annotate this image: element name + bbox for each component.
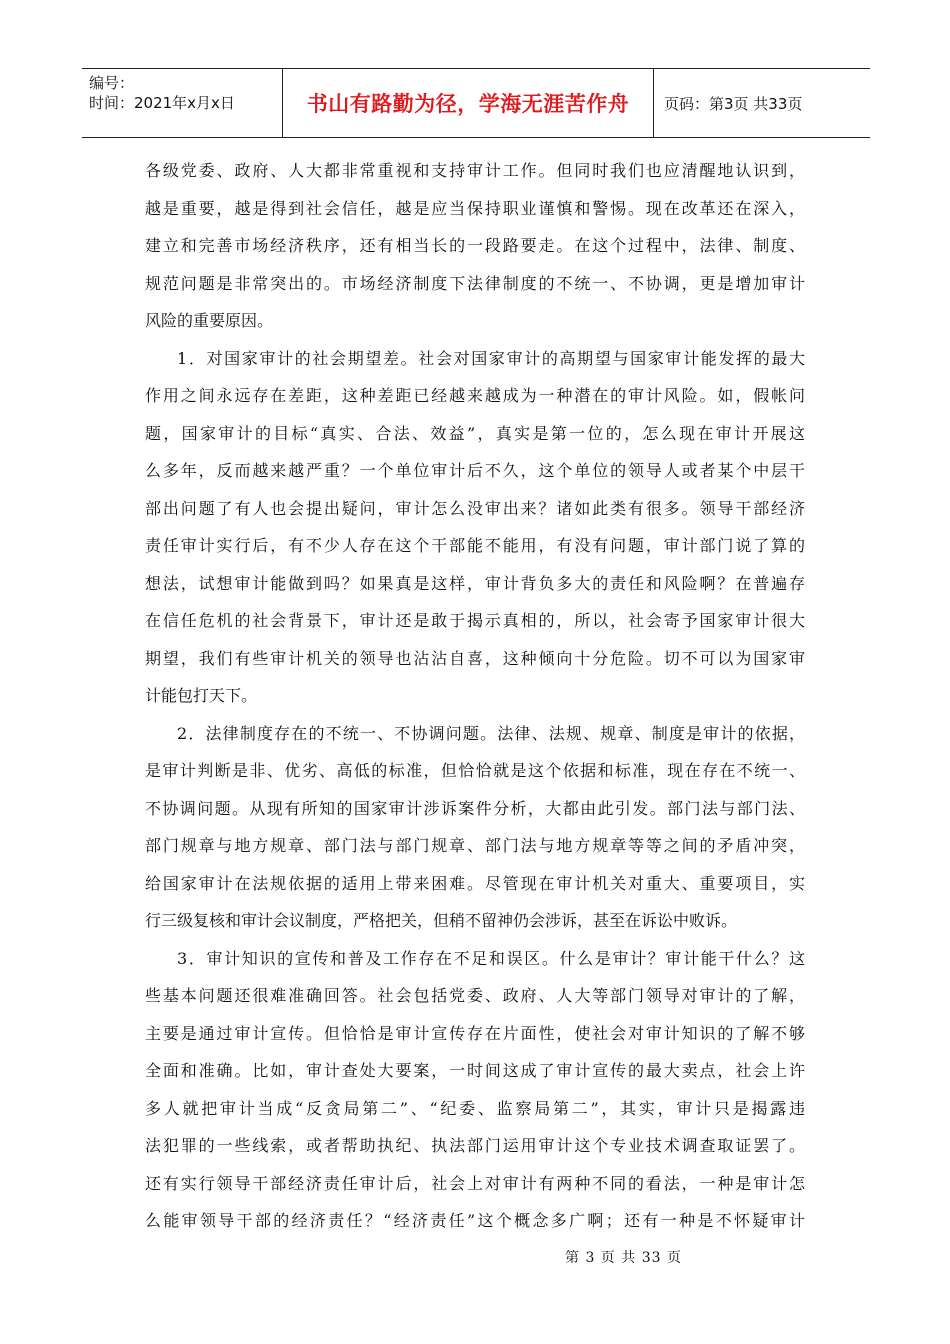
body-line: 多人就把审计当成“反贪局第二”、“纪委、监察局第二”，其实，审计只是揭露违 — [145, 1098, 805, 1118]
body-line: 风险的重要原因。 — [145, 311, 274, 330]
body-line: 些基本问题还很难准确回答。社会包括党委、政府、人大等部门领导对审计的了解， — [145, 986, 805, 1005]
body-line: 不协调问题。从现有所知的国家审计涉诉案件分析，大都由此引发。部门法与部门法、 — [145, 798, 805, 818]
body-line: 部出问题了有人也会提出疑问，审计怎么没审出来？诸如此类有很多。领导干部经济 — [145, 498, 805, 518]
section-2-heading-line: 2．法律制度存在的不统一、不协调问题。法律、法规、规章、制度是审计的依据， — [177, 723, 805, 743]
section-3-heading-line: 3．审计知识的宣传和普及工作存在不足和误区。什么是审计？审计能干什么？这 — [177, 948, 805, 968]
body-line: 期望，我们有些审计机关的领导也沾沾自喜，这种倾向十分危险。切不可以为国家审 — [145, 648, 805, 668]
body-line: 么能审领导干部的经济责任？“经济责任”这个概念多广啊；还有一种是不怀疑审计 — [145, 1211, 805, 1230]
header-page-info: 页码：第3页 共33页 — [664, 94, 803, 113]
body-line: 作用之间永远存在差距，这种差距已经越来越成为一种潜在的审计风险。如，假帐问 — [145, 386, 805, 405]
body-line: 是审计判断是非、优劣、高低的标准，但恰恰就是这个依据和标准，现在存在不统一、 — [145, 761, 805, 780]
body-line: 责任审计实行后，有不少人存在这个干部能不能用，有没有问题，审计部门说了算的 — [145, 536, 805, 555]
section-1-heading-line: 1．对国家审计的社会期望差。社会对国家审计的高期望与国家审计能发挥的最大 — [177, 348, 805, 368]
page-footer: 第 3 页 共 33 页 — [565, 1250, 682, 1266]
document-body — [145, 152, 805, 1240]
header-motto: 书山有路勤为径，学海无涯苦作舟 — [283, 69, 654, 137]
document-number-label: 编号： — [89, 74, 135, 92]
header-meta — [82, 69, 283, 137]
body-line: 法犯罪的一些线索，或者帮助执纪、执法部门运用审计这个专业技术调查取证罢了。 — [145, 1136, 805, 1155]
document-date: 时间：2021年x月x日 — [89, 94, 235, 112]
body-line: 主要是通过审计宣传。但恰恰是审计宣传存在片面性，使社会对审计知识的了解不够 — [145, 1023, 805, 1043]
body-line: 么多年，反而越来越严重？一个单位审计后不久，这个单位的领导人或者某个中层干 — [145, 461, 805, 480]
body-line: 题，国家审计的目标“真实、合法、效益”，真实是第一位的，怎么现在审计开展这 — [145, 423, 805, 443]
body-line: 行三级复核和审计会议制度，严格把关，但稍不留神仍会涉诉，甚至在诉讼中败诉。 — [145, 911, 738, 930]
body-line: 规范问题是非常突出的。市场经济制度下法律制度的不统一、不协调，更是增加审计 — [145, 273, 805, 293]
document-header — [82, 68, 870, 138]
body-line: 在信任危机的社会背景下，审计还是敢于揭示真相的，所以，社会寄予国家审计很大 — [145, 611, 805, 630]
body-line: 各级党委、政府、人大都非常重视和支持审计工作。但同时我们也应清醒地认识到， — [145, 161, 805, 180]
body-line: 全面和准确。比如，审计查处大要案，一时间这成了审计宣传的最大卖点，社会上许 — [145, 1061, 805, 1080]
body-line: 还有实行领导干部经济责任审计后，社会上对审计有两种不同的看法，一种是审计怎 — [145, 1173, 805, 1193]
body-line: 越是重要，越是得到社会信任，越是应当保持职业谨慎和警惕。现在改革还在深入， — [145, 198, 805, 218]
body-line: 建立和完善市场经济秩序，还有相当长的一段路要走。在这个过程中，法律、制度、 — [145, 236, 805, 255]
body-line: 给国家审计在法规依据的适用上带来困难。尽管现在审计机关对重大、重要项目，实 — [145, 873, 805, 893]
body-line: 部门规章与地方规章、部门法与部门规章、部门法与地方规章等等之间的矛盾冲突， — [145, 836, 805, 855]
body-line: 想法，试想审计能做到吗？如果真是这样，审计背负多大的责任和风险啊？在普遍存 — [145, 573, 805, 593]
body-line: 计能包打天下。 — [145, 686, 258, 705]
